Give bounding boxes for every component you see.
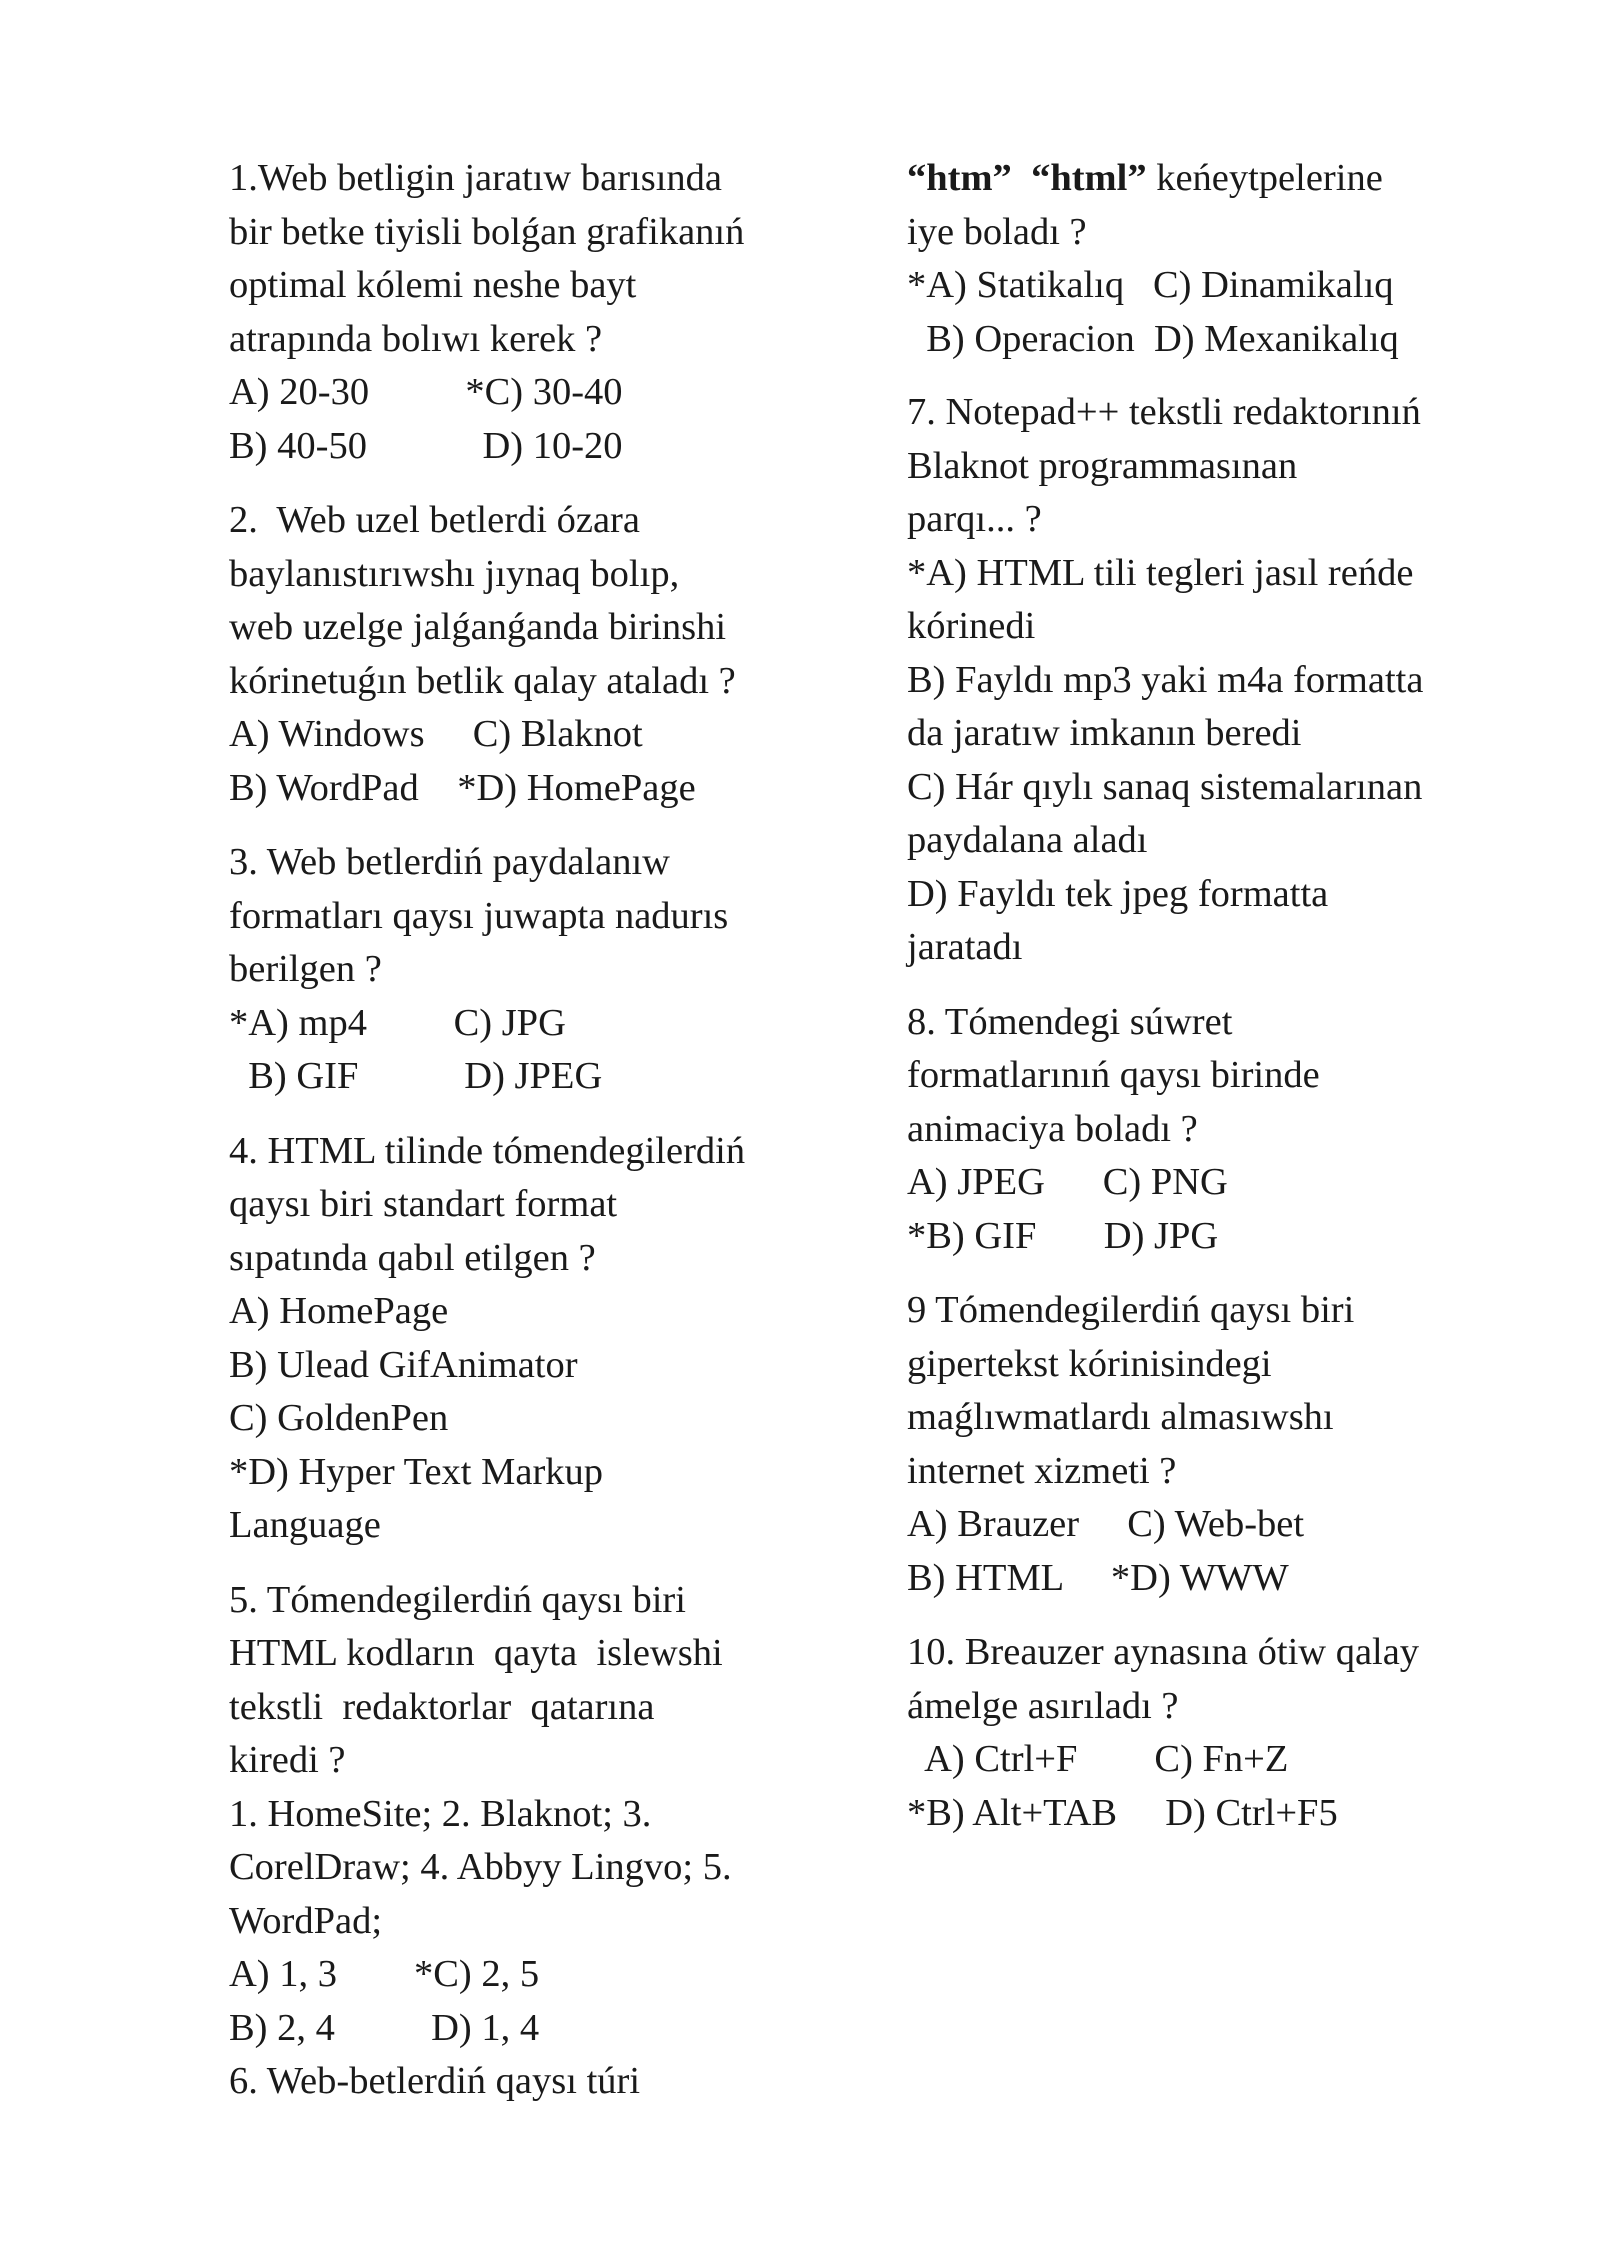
answer-option: kórinedi bbox=[907, 605, 1036, 647]
question-text: maǵlıwmatlardı almasıwshı bbox=[907, 1396, 1334, 1438]
question-text: 3. Web betlerdiń paydalanıw bbox=[229, 841, 670, 883]
question-text: iye boladı ? bbox=[907, 210, 1087, 253]
question-text: 4. HTML tilinde tómendegilerdiń bbox=[229, 1129, 746, 1172]
question-text: parqı... ? bbox=[907, 498, 1042, 540]
answer-options: B) HTML *D) WWW bbox=[907, 1556, 1289, 1599]
question-text: WordPad; bbox=[229, 1899, 383, 1942]
spacer bbox=[907, 366, 1527, 386]
answer-options: A) 1, 3 *C) 2, 5 bbox=[229, 1953, 540, 1995]
bold-htm: “htm” bbox=[907, 157, 1012, 199]
question-text: atrapında bolıwı kerek ? bbox=[229, 317, 603, 360]
left-column bbox=[229, 152, 839, 2109]
question-text: kórinetuǵın betlik qalay ataladı ? bbox=[229, 659, 736, 702]
question-text: CorelDraw; 4. Abbyy Lingvo; 5. bbox=[229, 1846, 732, 1888]
question-5 bbox=[229, 1574, 839, 2056]
question-text: 6. Web-betlerdiń qaysı túri bbox=[229, 2060, 641, 2102]
question-text: formatları qaysı juwapta nadurıs bbox=[229, 894, 729, 937]
spacer bbox=[229, 815, 839, 836]
answer-option: D) Fayldı tek jpeg formatta bbox=[907, 872, 1329, 915]
question-6-start bbox=[229, 2055, 839, 2109]
answer-options: B) GIF D) JPEG bbox=[229, 1055, 603, 1097]
question-text bbox=[907, 152, 1527, 206]
question-text: baylanıstırıwshı jıynaq bolıp, bbox=[229, 552, 680, 595]
answer-option: *D) Hyper Text Markup bbox=[229, 1450, 604, 1493]
question-text: 8. Tómendegi súwret bbox=[907, 1000, 1233, 1043]
question-text: HTML kodların qayta islewshi bbox=[229, 1632, 723, 1674]
question-text: Blaknot programmasınan bbox=[907, 444, 1298, 487]
question-text: kiredi ? bbox=[229, 1739, 346, 1781]
spacer bbox=[907, 1263, 1527, 1284]
answer-options: *B) GIF D) JPG bbox=[907, 1214, 1219, 1257]
answer-options: B) 2, 4 D) 1, 4 bbox=[229, 2006, 540, 2049]
answer-option: Language bbox=[229, 1504, 381, 1546]
spacer bbox=[229, 473, 839, 494]
question-4 bbox=[229, 1125, 839, 1553]
question-text: 1.Web betligin jaratıw barısında bbox=[229, 157, 722, 199]
spacer bbox=[907, 975, 1527, 996]
answer-option: C) GoldenPen bbox=[229, 1397, 449, 1439]
question-text: web uzelge jalǵanǵanda birinshi bbox=[229, 606, 727, 648]
spacer bbox=[229, 1553, 839, 1574]
question-text: 7. Notepad++ tekstli redaktorınıń bbox=[907, 391, 1421, 433]
question-text: animaciya boladı ? bbox=[907, 1107, 1198, 1150]
question-text: optimal kólemi neshe bayt bbox=[229, 264, 637, 306]
answer-options: A) JPEG C) PNG bbox=[907, 1161, 1228, 1203]
question-text: ámelge asırıladı ? bbox=[907, 1684, 1179, 1727]
spacer bbox=[907, 1605, 1527, 1626]
answer-options: B) WordPad *D) HomePage bbox=[229, 766, 696, 809]
question-7 bbox=[907, 386, 1527, 975]
question-text: internet xizmeti ? bbox=[907, 1449, 1177, 1492]
answer-options: *B) Alt+TAB D) Ctrl+F5 bbox=[907, 1791, 1338, 1834]
question-text: 5. Tómendegilerdiń qaysı biri bbox=[229, 1578, 686, 1621]
answer-options: A) Brauzer C) Web-bet bbox=[907, 1503, 1305, 1545]
question-9 bbox=[907, 1284, 1527, 1605]
question-6-continued bbox=[907, 152, 1527, 366]
question-text: gipertekst kórinisindegi bbox=[907, 1342, 1272, 1385]
question-text-rest: keńeytpelerine bbox=[1146, 157, 1383, 199]
answer-options: *A) Statikalıq C) Dinamikalıq bbox=[907, 264, 1394, 306]
question-text: 2. Web uzel betlerdi ózara bbox=[229, 499, 640, 541]
answer-options: A) Windows C) Blaknot bbox=[229, 713, 643, 755]
question-2 bbox=[229, 494, 839, 815]
question-8 bbox=[907, 996, 1527, 1264]
answer-options: A) 20-30 *C) 30-40 bbox=[229, 371, 623, 413]
question-text: qaysı biri standart format bbox=[229, 1183, 618, 1225]
answer-option: A) HomePage bbox=[229, 1290, 449, 1332]
answer-option: B) Ulead GifAnimator bbox=[229, 1343, 578, 1386]
answer-option: da jaratıw imkanın beredi bbox=[907, 712, 1302, 754]
question-10 bbox=[907, 1626, 1527, 1840]
answer-options: B) 40-50 D) 10-20 bbox=[229, 424, 623, 467]
bold-html: “html” bbox=[1031, 157, 1147, 199]
question-text: bir betke tiyisli bolǵan grafikanıń bbox=[229, 210, 745, 253]
question-text: tekstli redaktorlar qatarına bbox=[229, 1685, 655, 1728]
spacer bbox=[229, 1104, 839, 1125]
answer-options: *A) mp4 C) JPG bbox=[229, 1001, 566, 1044]
question-text: formatlarınıń qaysı birinde bbox=[907, 1054, 1320, 1096]
question-3 bbox=[229, 836, 839, 1104]
question-text: berilgen ? bbox=[229, 948, 382, 990]
answer-option: C) Hár qıylı sanaq sistemalarınan bbox=[907, 765, 1423, 808]
question-1 bbox=[229, 152, 839, 473]
answer-option: B) Fayldı mp3 yaki m4a formatta bbox=[907, 658, 1424, 701]
question-text: 1. HomeSite; 2. Blaknot; 3. bbox=[229, 1792, 652, 1835]
question-text: sıpatında qabıl etilgen ? bbox=[229, 1236, 596, 1279]
question-text: 9 Tómendegilerdiń qaysı biri bbox=[907, 1289, 1355, 1331]
answer-option: paydalana aladı bbox=[907, 819, 1148, 861]
answer-options: A) Ctrl+F C) Fn+Z bbox=[907, 1738, 1289, 1780]
answer-option: jaratadı bbox=[907, 926, 1023, 968]
question-text: 10. Breauzer aynasına ótiw qalay bbox=[907, 1631, 1420, 1673]
answer-options: B) Operacion D) Mexanikalıq bbox=[907, 317, 1399, 360]
right-column bbox=[907, 152, 1527, 1840]
answer-option: *A) HTML tili tegleri jasıl reńde bbox=[907, 551, 1414, 594]
